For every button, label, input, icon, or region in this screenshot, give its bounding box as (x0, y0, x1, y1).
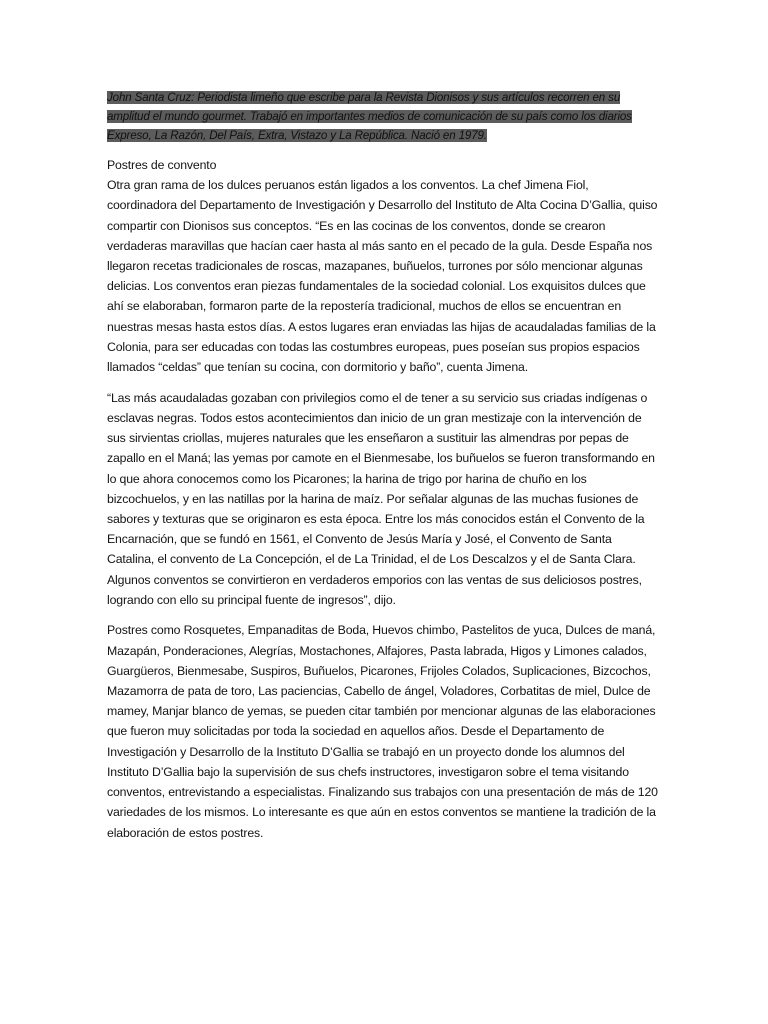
article-section (107, 155, 661, 843)
author-bio-highlight: John Santa Cruz: Periodista limeño que escribe para la Revista Dionisos y sus artículos recorren en su amplitud el mundo gourmet. Trabajó en importantes medios de comunicación de su país como los diarios Expreso, La Razón, Del País, Extra, Vistazo y La República. Nació en 1979. (107, 91, 632, 142)
author-bio (107, 88, 661, 145)
document-body (107, 88, 661, 853)
paragraph-2: “Las más acaudaladas gozaban con privilegios como el de tener a su servicio sus criadas indígenas o esclavas negras. Todos estos acontecimientos dan inicio de un gran mestizaje con la intervención de sus sirvientas criollas, mujeres naturales que les enseñaron a sustituir las almendras por pepas de zapallo en el Maná; las yemas por camote en el Bienmesabe, los buñuelos se fueron transformando en lo que ahora conocemos como los Picarones; la harina de trigo por harina de chuño en los bizcochuelos, y en las natillas por la harina de maíz. Por señalar algunas de las muchas fusiones de sabores y texturas que se originaron es esta época. Entre los más conocidos están el Convento de la Encarnación, que se fundó en 1561, el Convento de Jesús María y José, el Convento de Santa Catalina, el convento de La Concepción, el de La Trinidad, el de Los Descalzos y el de Santa Clara. Algunos conventos se convirtieron en verdaderos emporios con las ventas de sus deliciosos postres, logrando con ello su principal fuente de ingresos”, dijo. (107, 390, 655, 607)
section-title: Postres de convento (107, 158, 217, 172)
paragraph-1 (107, 155, 661, 377)
paragraph-3: Postres como Rosquetes, Empanaditas de Boda, Huevos chimbo, Pastelitos de yuca, Dulces de maná, Mazapán, Ponderaciones, Alegrías, Mostachones, Alfajores, Pasta labrada, Higos y Limones calados, Guargüeros, Bienmesabe, Suspiros, Buñuelos, Picarones, Frijoles Colados, Suplicaciones, Bizcochos, Mazamorra de pata de toro, Las paciencias, Cabello de ángel, Voladores, Corbatitas de miel, Dulce de mamey, Manjar blanco de yemas, se pueden citar también por mencionar algunas de las elaboraciones que fueron muy solicitadas por toda la sociedad en aquellos años. Desde el Departamento de Investigación y Desarrollo de la Instituto D’Gallia se trabajó en un proyecto donde los alumnos del Instituto D’Gallia bajo la supervisión de sus chefs instructores, investigaron sobre el tema visitando conventos, entrevistando a especialistas. Finalizando sus trabajos con una presentación de más de 120 variedades de los mismos. Lo interesante es que aún en estos conventos se mantiene la tradición de la elaboración de estos postres. (107, 623, 658, 840)
paragraph-1-text: Otra gran rama de los dulces peruanos están ligados a los conventos. La chef Jimena Fiol, coordinadora del Departamento de Investigación y Desarrollo del Instituto de Alta Cocina D’Gallia, quiso compartir con Dionisos sus conceptos. “Es en las cocinas de los conventos, donde se crearon verdaderas maravillas que hacían caer hasta al más santo en el pecado de la gula. Desde España nos llegaron recetas tradicionales de roscas, mazapanes, buñuelos, turrones por sólo mencionar algunas delicias. Los conventos eran piezas fundamentales de la sociedad colonial. Los exquisitos dulces que ahí se elaboraban, formaron parte de la repostería tradicional, muchos de ellos se encuentran en nuestras mesas hasta estos días. A estos lugares eran enviadas las hijas de acaudaladas familias de la Colonia, para ser educadas con todas las costumbres europeas, pues poseían sus propios espacios llamados “celdas” que tenían su cocina, con dormitorio y baño”, cuenta Jimena. (107, 178, 658, 375)
